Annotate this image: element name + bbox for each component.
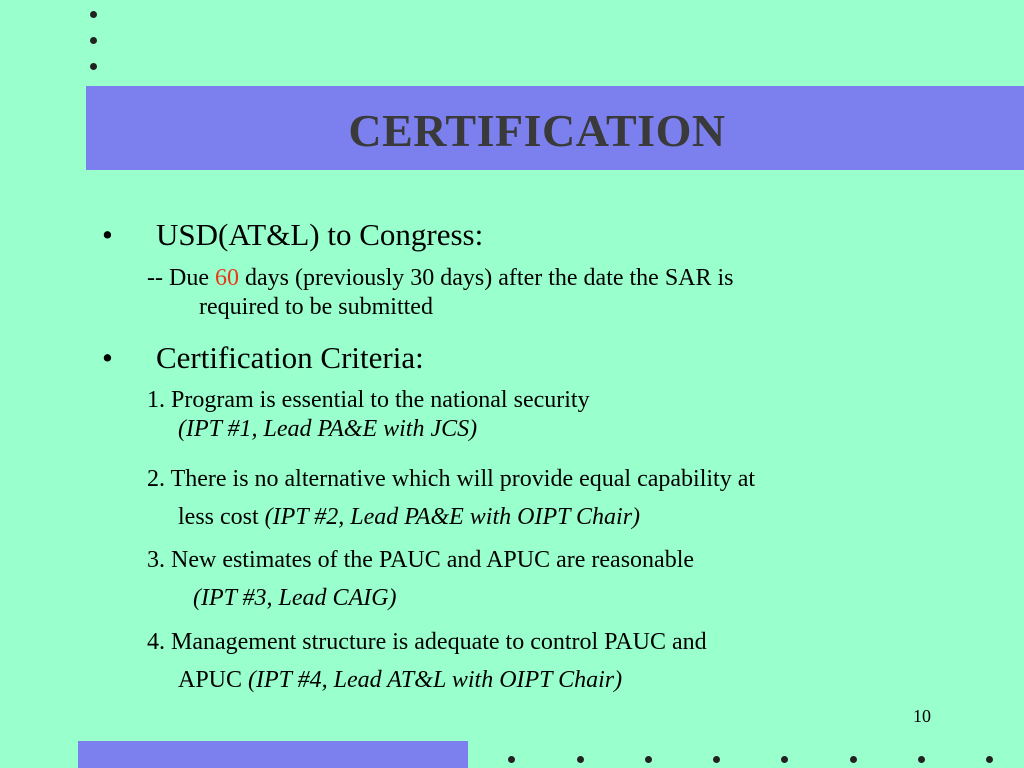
- dot-icon: [781, 756, 788, 763]
- bullet-icon: •: [102, 217, 113, 252]
- criteria-item-1: [147, 386, 590, 444]
- criteria-item-2: [147, 460, 755, 536]
- criteria-text: 3. New estimates of the PAUC and APUC are reasonable: [147, 547, 695, 573]
- dot-icon: [577, 756, 584, 763]
- bullet-icon: •: [102, 340, 113, 375]
- slide-title: CERTIFICATION: [348, 105, 726, 156]
- dot-icon: [918, 756, 925, 763]
- due-line2: required to be submitted: [199, 294, 433, 320]
- criteria-note: (IPT #1, Lead PA&E with JCS): [178, 416, 478, 442]
- bullet-sub-due: [147, 264, 734, 322]
- criteria-cont: APUC: [178, 667, 243, 693]
- dot-icon: [90, 37, 97, 44]
- dot-icon: [850, 756, 857, 763]
- criteria-text: 1. Program is essential to the national security: [147, 387, 590, 413]
- dot-icon: [713, 756, 720, 763]
- dot-icon: [508, 756, 515, 763]
- criteria-item-3: [147, 541, 694, 617]
- criteria-note: (IPT #3, Lead CAIG): [193, 585, 397, 611]
- criteria-note: (IPT #4, Lead AT&L with OIPT Chair): [248, 667, 623, 693]
- criteria-cont: less cost: [178, 504, 259, 530]
- due-rest: days (previously 30 days) after the date the SAR is: [244, 265, 734, 291]
- dot-icon: [90, 63, 97, 70]
- criteria-text: 2. There is no alternative which will provide equal capability at: [147, 466, 756, 492]
- due-prefix: -- Due: [147, 265, 209, 291]
- decorative-dots-left: [90, 11, 100, 89]
- bottom-bar: [78, 741, 468, 768]
- criteria-item-4: [147, 623, 707, 699]
- criteria-text: 4. Management structure is adequate to control PAUC and: [147, 629, 707, 655]
- criteria-note: (IPT #2, Lead PA&E with OIPT Chair): [264, 504, 641, 530]
- page-number: 10: [913, 706, 931, 726]
- dot-icon: [986, 756, 993, 763]
- due-days-highlight: 60: [214, 265, 239, 291]
- dot-icon: [90, 11, 97, 18]
- bullet-heading-criteria: Certification Criteria:: [156, 340, 424, 375]
- dot-icon: [645, 756, 652, 763]
- bullet-heading-usd: USD(AT&L) to Congress:: [156, 217, 484, 252]
